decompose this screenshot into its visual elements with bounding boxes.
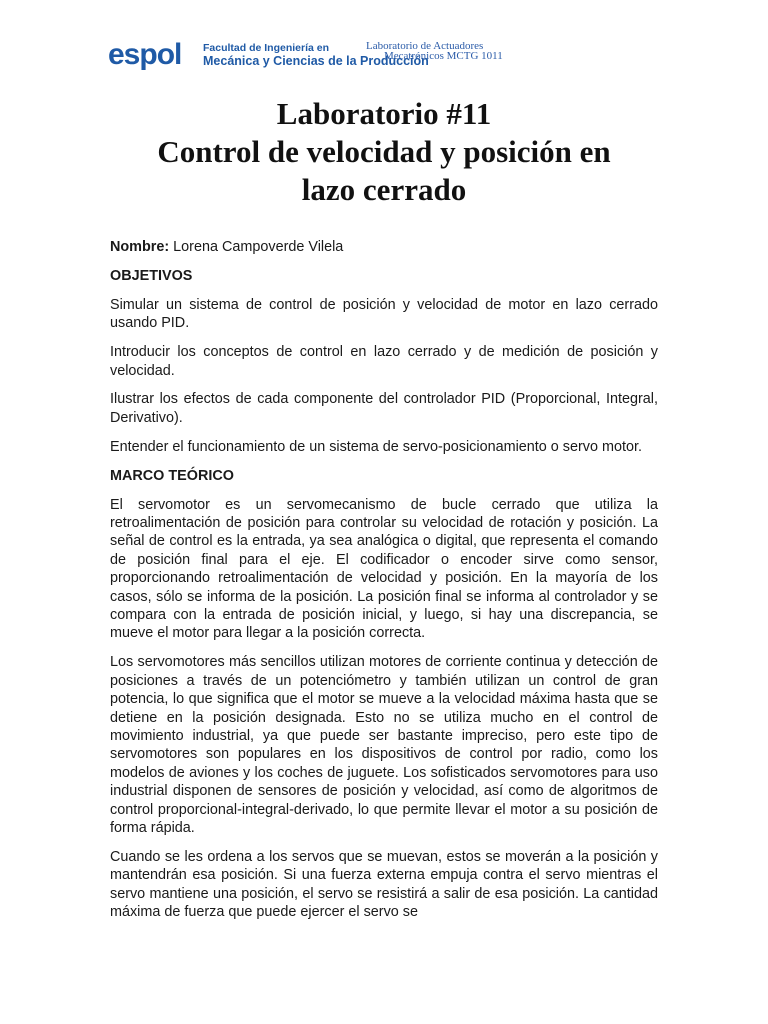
objective-item: Entender el funcionamiento de un sistema de servo-posicionamiento o servo motor.	[110, 438, 642, 455]
marco-teorico-heading: MARCO TEÓRICO	[110, 467, 234, 484]
document-title	[90, 95, 678, 209]
espol-logo: espol	[108, 38, 182, 71]
name-label: Nombre:	[110, 239, 170, 255]
objective-item: Simular un sistema de control de posición y velocidad de motor en lazo cerrado usando PID.	[110, 296, 658, 332]
body-paragraph: Cuando se les ordena a los servos que se muevan, estos se moverán a la posición y mantendrán esa posición. Si una fuerza externa empuja contra el servo mientras el servo mantiene una posición, el servo se resistirá a salir de esa posición. La cantidad máxima de fuerza que puede ejercer el servo se	[110, 848, 658, 921]
title-line-1: Laboratorio #11	[276, 96, 492, 131]
body-paragraph: El servomotor es un servomecanismo de bucle cerrado que utiliza la retroalimentación de posición para controlar su velocidad de rotación y posición. La señal de control es la entrada, ya sea analógica o digital, que representa el comando de posición final para el eje. El codificador o encoder sirve como sensor, proporcionando retroalimentación de velocidad y posición. En la mayoría de los casos, sólo se informa de la posición. La posición final se informa al controlador y se compara con la entrada de posición inicial, y luego, si hay una discrepancia, se mueve el motor para llegar a la posición correcta.	[110, 496, 658, 642]
page-header	[108, 38, 668, 74]
faculty-line-1: Facultad de Ingeniería en	[203, 42, 330, 54]
lab-course-name	[366, 41, 566, 61]
name-value: Lorena Campoverde Vilela	[169, 239, 344, 255]
body-paragraph: Los servomotores más sencillos utilizan motores de corriente continua y detección de posiciones a través de un potenciómetro y también utilizan un control de gran potencia, lo que significa que el motor se mueve a la velocidad máxima hasta que se detiene en la posición designada. Esto no se utiliza mucho en el control de movimiento industrial, ya que puede ser bastante impreciso, pero este tipo de servomotores son populares en los dispositivos de control por radio, como los modelos de aviones y los coches de juguete. Los sofisticados servomotores para uso industrial disponen de sensores de posición y velocidad, así como de algoritmos de control proporcional-integral-derivado, lo que permite llevar el motor a su posición de forma rápida.	[110, 654, 658, 836]
title-line-3: lazo cerrado	[301, 172, 467, 207]
faculty-line-2: Mecánica y Ciencias de la Producción	[203, 54, 429, 68]
student-name-line	[110, 238, 658, 256]
objective-item: Ilustrar los efectos de cada componente del controlador PID (Proporcional, Integral, Derivativo).	[110, 391, 658, 426]
title-line-2: Control de velocidad y posición en	[157, 134, 611, 169]
lab-line-1: Laboratorio de Actuadores	[366, 40, 484, 52]
document-body	[110, 238, 658, 932]
objective-item: Introducir los conceptos de control en lazo cerrado y de medición de posición y velocidad.	[110, 344, 658, 379]
lab-line-2: Mecatrónicos MCTG 1011	[384, 50, 503, 62]
objetivos-heading: OBJETIVOS	[110, 267, 193, 284]
